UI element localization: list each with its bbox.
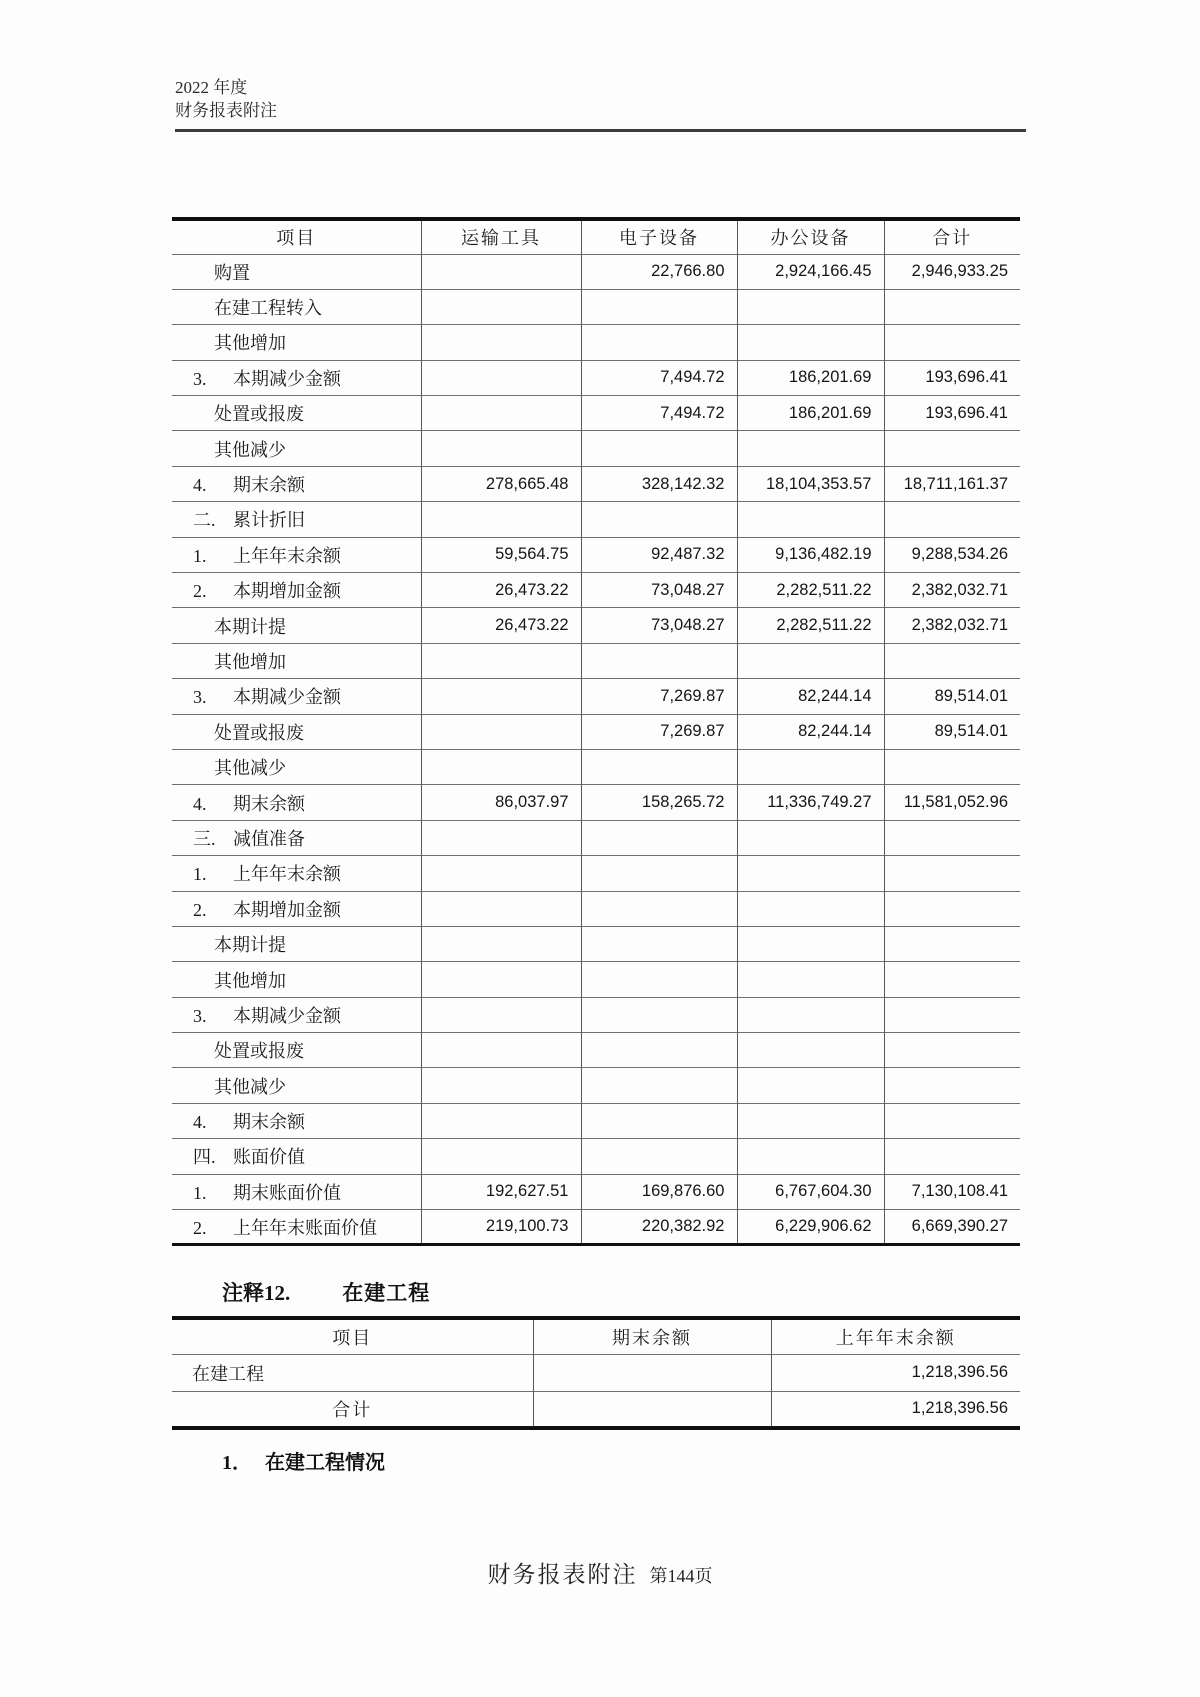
value-cell xyxy=(421,997,581,1032)
row-label-text: 在建工程转入 xyxy=(214,298,322,319)
row-label xyxy=(172,502,421,537)
value-cell xyxy=(884,926,1020,961)
doc-year-line: 2022 年度 xyxy=(175,78,248,97)
row-label xyxy=(172,1103,421,1138)
value-cell: 6,669,390.27 xyxy=(884,1210,1020,1245)
row-label-text: 上年年末余额 xyxy=(233,545,341,566)
value-cell: 186,201.69 xyxy=(737,396,884,431)
row-label xyxy=(172,573,421,608)
value-cell xyxy=(421,396,581,431)
value-cell xyxy=(421,856,581,891)
value-cell: 2,282,511.22 xyxy=(737,608,884,643)
doc-title-line: 财务报表附注 xyxy=(175,101,277,120)
row-number: 4. xyxy=(193,793,207,814)
value-cell: 82,244.14 xyxy=(737,714,884,749)
value-cell xyxy=(737,926,884,961)
value-cell xyxy=(737,856,884,891)
row-label xyxy=(172,289,421,324)
table-row xyxy=(172,1033,1020,1068)
row-label xyxy=(172,1139,421,1174)
value-cell xyxy=(737,820,884,855)
table-row xyxy=(172,643,1020,678)
row-label xyxy=(172,997,421,1032)
value-cell xyxy=(581,1068,737,1103)
row-number: 2. xyxy=(193,899,207,920)
row-label-text: 本期减少金额 xyxy=(233,1005,341,1026)
row-label-text: 处置或报废 xyxy=(214,722,304,743)
table-row xyxy=(172,289,1020,324)
value-cell: 192,627.51 xyxy=(421,1174,581,1209)
table-row xyxy=(172,608,1020,643)
value-cell xyxy=(884,997,1020,1032)
value-cell xyxy=(737,997,884,1032)
value-cell xyxy=(581,431,737,466)
value-cell: 11,336,749.27 xyxy=(737,785,884,820)
note12-number: 注释12. xyxy=(222,1281,291,1305)
value-cell xyxy=(884,749,1020,784)
table-row xyxy=(172,1391,1020,1428)
value-cell: 328,142.32 xyxy=(581,466,737,501)
row-label xyxy=(172,1068,421,1103)
value-cell xyxy=(421,254,581,289)
value-cell xyxy=(737,502,884,537)
table-row xyxy=(172,1103,1020,1138)
value-cell xyxy=(737,325,884,360)
row-label xyxy=(172,537,421,572)
value-cell xyxy=(421,431,581,466)
value-cell xyxy=(421,891,581,926)
value-cell xyxy=(421,1139,581,1174)
value-cell: 186,201.69 xyxy=(737,360,884,395)
value-cell xyxy=(421,1033,581,1068)
row-number: 3. xyxy=(193,368,207,389)
value-cell xyxy=(421,714,581,749)
table-row xyxy=(172,502,1020,537)
row-number: 三. xyxy=(193,828,216,849)
table-row xyxy=(172,466,1020,501)
value-cell xyxy=(421,502,581,537)
value-cell xyxy=(884,1068,1020,1103)
row-number: 3. xyxy=(193,1005,207,1026)
row-label-text: 期末余额 xyxy=(233,793,305,814)
row-label-text: 账面价值 xyxy=(233,1147,305,1168)
value-cell xyxy=(581,325,737,360)
value-cell: 7,269.87 xyxy=(581,679,737,714)
value-cell: 7,494.72 xyxy=(581,360,737,395)
value-cell: 220,382.92 xyxy=(581,1210,737,1245)
value-cell xyxy=(884,502,1020,537)
value-cell: 26,473.22 xyxy=(421,608,581,643)
value-cell xyxy=(737,749,884,784)
value-cell: 1,218,396.56 xyxy=(771,1354,1020,1391)
value-cell: 92,487.32 xyxy=(581,537,737,572)
value-cell: 18,711,161.37 xyxy=(884,466,1020,501)
value-cell xyxy=(421,643,581,678)
value-cell: 169,876.60 xyxy=(581,1174,737,1209)
fixed-assets-table-body xyxy=(172,254,1020,1245)
row-number: 4. xyxy=(193,1112,207,1133)
table-row xyxy=(172,1139,1020,1174)
value-cell: 18,104,353.57 xyxy=(737,466,884,501)
value-cell: 278,665.48 xyxy=(421,466,581,501)
column-header: 运输工具 xyxy=(421,219,581,254)
value-cell xyxy=(884,289,1020,324)
row-label-text: 其他减少 xyxy=(214,439,286,460)
table-row xyxy=(172,1354,1020,1391)
value-cell xyxy=(884,820,1020,855)
column-header: 办公设备 xyxy=(737,219,884,254)
value-cell xyxy=(884,1033,1020,1068)
column-header: 上年年末余额 xyxy=(771,1318,1020,1354)
value-cell: 73,048.27 xyxy=(581,608,737,643)
fixed-assets-table-header xyxy=(172,219,1020,254)
value-cell xyxy=(421,962,581,997)
value-cell: 59,564.75 xyxy=(421,537,581,572)
table-row xyxy=(172,1210,1020,1245)
value-cell: 9,288,534.26 xyxy=(884,537,1020,572)
row-label-text: 本期减少金额 xyxy=(233,368,341,389)
value-cell xyxy=(737,1103,884,1138)
row-label xyxy=(172,785,421,820)
header-row xyxy=(172,1318,1020,1354)
row-label xyxy=(172,679,421,714)
value-cell: 7,494.72 xyxy=(581,396,737,431)
value-cell xyxy=(737,891,884,926)
value-cell xyxy=(737,289,884,324)
value-cell: 2,924,166.45 xyxy=(737,254,884,289)
value-cell xyxy=(581,1139,737,1174)
row-label xyxy=(172,856,421,891)
row-label xyxy=(172,608,421,643)
table-row xyxy=(172,679,1020,714)
value-cell xyxy=(884,856,1020,891)
row-label-text: 累计折旧 xyxy=(233,510,305,531)
table-row xyxy=(172,891,1020,926)
row-label-text: 上年年末余额 xyxy=(233,864,341,885)
row-number: 四. xyxy=(193,1147,216,1168)
row-label xyxy=(172,820,421,855)
row-label-text: 购置 xyxy=(214,262,250,283)
value-cell: 6,767,604.30 xyxy=(737,1174,884,1209)
value-cell: 22,766.80 xyxy=(581,254,737,289)
value-cell xyxy=(884,431,1020,466)
value-cell xyxy=(581,997,737,1032)
row-number: 2. xyxy=(193,1217,207,1238)
value-cell xyxy=(581,502,737,537)
table-row xyxy=(172,537,1020,572)
value-cell xyxy=(581,749,737,784)
value-cell: 1,218,396.56 xyxy=(771,1391,1020,1428)
table-row xyxy=(172,1174,1020,1209)
table-row xyxy=(172,325,1020,360)
value-cell xyxy=(421,1103,581,1138)
row-label-text: 上年年末账面价值 xyxy=(233,1217,377,1238)
value-cell xyxy=(421,820,581,855)
row-label-text: 处置或报废 xyxy=(214,1041,304,1062)
row-label-text: 处置或报废 xyxy=(214,404,304,425)
table-row xyxy=(172,431,1020,466)
value-cell: 193,696.41 xyxy=(884,396,1020,431)
row-label-text: 期末余额 xyxy=(233,1112,305,1133)
value-cell xyxy=(737,1033,884,1068)
value-cell: 193,696.41 xyxy=(884,360,1020,395)
table-row xyxy=(172,254,1020,289)
value-cell: 89,514.01 xyxy=(884,714,1020,749)
footer-page-number: 第144页 xyxy=(649,1566,713,1586)
value-cell: 2,946,933.25 xyxy=(884,254,1020,289)
document-header xyxy=(175,76,277,122)
construction-in-progress-table xyxy=(172,1316,1020,1430)
value-cell: 7,130,108.41 xyxy=(884,1174,1020,1209)
table-row xyxy=(172,785,1020,820)
row-label-text: 本期增加金额 xyxy=(233,899,341,920)
value-cell: 11,581,052.96 xyxy=(884,785,1020,820)
value-cell xyxy=(884,891,1020,926)
row-label xyxy=(172,1210,421,1245)
row-number: 1. xyxy=(193,545,207,566)
note12-title: 在建工程 xyxy=(342,1281,431,1305)
value-cell xyxy=(533,1354,771,1391)
value-cell: 7,269.87 xyxy=(581,714,737,749)
value-cell xyxy=(421,679,581,714)
value-cell xyxy=(884,962,1020,997)
row-label-text: 在建工程 xyxy=(192,1363,264,1384)
page-footer xyxy=(0,1556,1200,1589)
value-cell: 86,037.97 xyxy=(421,785,581,820)
value-cell xyxy=(581,820,737,855)
row-number: 4. xyxy=(193,475,207,496)
table-row xyxy=(172,714,1020,749)
row-label xyxy=(172,1354,533,1391)
value-cell xyxy=(581,643,737,678)
table-row xyxy=(172,962,1020,997)
row-label xyxy=(172,926,421,961)
value-cell xyxy=(581,926,737,961)
note12-heading xyxy=(222,1277,430,1307)
fixed-assets-table xyxy=(172,217,1020,1246)
row-label-text: 其他增加 xyxy=(214,333,286,354)
column-header: 期末余额 xyxy=(533,1318,771,1354)
value-cell: 9,136,482.19 xyxy=(737,537,884,572)
value-cell xyxy=(421,1068,581,1103)
row-number: 二. xyxy=(193,510,216,531)
row-label-text: 期末账面价值 xyxy=(233,1182,341,1203)
row-label xyxy=(172,962,421,997)
table-row xyxy=(172,749,1020,784)
value-cell: 219,100.73 xyxy=(421,1210,581,1245)
row-label-text: 其他减少 xyxy=(214,758,286,779)
row-label xyxy=(172,431,421,466)
row-label-text: 其他增加 xyxy=(214,651,286,672)
row-label-text: 合计 xyxy=(332,1399,373,1420)
value-cell: 26,473.22 xyxy=(421,573,581,608)
value-cell xyxy=(884,1103,1020,1138)
row-label-text: 本期增加金额 xyxy=(233,581,341,602)
value-cell: 82,244.14 xyxy=(737,679,884,714)
header-row xyxy=(172,219,1020,254)
header-divider xyxy=(175,129,1026,132)
value-cell: 2,382,032.71 xyxy=(884,573,1020,608)
value-cell xyxy=(581,289,737,324)
row-label-text: 本期减少金额 xyxy=(233,687,341,708)
table-row xyxy=(172,1068,1020,1103)
table-row xyxy=(172,856,1020,891)
row-label xyxy=(172,1033,421,1068)
row-label xyxy=(172,643,421,678)
row-label-text: 期末余额 xyxy=(233,475,305,496)
row-label-text: 其他增加 xyxy=(214,970,286,991)
value-cell xyxy=(421,926,581,961)
value-cell: 6,229,906.62 xyxy=(737,1210,884,1245)
value-cell: 2,282,511.22 xyxy=(737,573,884,608)
cip-table-header xyxy=(172,1318,1020,1354)
row-number: 2. xyxy=(193,581,207,602)
table-row xyxy=(172,997,1020,1032)
column-header: 项目 xyxy=(332,1327,373,1348)
value-cell xyxy=(421,325,581,360)
row-label-text: 其他减少 xyxy=(214,1076,286,1097)
row-label xyxy=(172,360,421,395)
value-cell xyxy=(884,1139,1020,1174)
column-header: 项目 xyxy=(276,228,317,249)
value-cell xyxy=(737,431,884,466)
column-header: 电子设备 xyxy=(581,219,737,254)
value-cell xyxy=(737,1068,884,1103)
column-header: 合计 xyxy=(884,219,1020,254)
value-cell: 89,514.01 xyxy=(884,679,1020,714)
table-row xyxy=(172,820,1020,855)
row-label xyxy=(172,1391,533,1428)
cip-section-heading xyxy=(222,1446,385,1475)
row-label xyxy=(172,749,421,784)
value-cell xyxy=(533,1391,771,1428)
table-row xyxy=(172,926,1020,961)
value-cell xyxy=(421,749,581,784)
table-row xyxy=(172,573,1020,608)
value-cell xyxy=(581,891,737,926)
value-cell xyxy=(884,325,1020,360)
row-label xyxy=(172,466,421,501)
row-label xyxy=(172,714,421,749)
footer-doc-title: 财务报表附注 xyxy=(487,1562,638,1587)
row-number: 1. xyxy=(193,1182,207,1203)
value-cell xyxy=(884,643,1020,678)
row-label xyxy=(172,254,421,289)
row-number: 1. xyxy=(193,864,207,885)
row-label xyxy=(172,1174,421,1209)
value-cell xyxy=(737,643,884,678)
cip-section-title: 在建工程情况 xyxy=(265,1452,385,1474)
row-number: 3. xyxy=(193,687,207,708)
cip-section-number: 1． xyxy=(222,1452,252,1474)
row-label-text: 减值准备 xyxy=(233,828,305,849)
value-cell xyxy=(421,360,581,395)
row-label xyxy=(172,396,421,431)
table-row xyxy=(172,360,1020,395)
value-cell xyxy=(581,962,737,997)
value-cell xyxy=(737,962,884,997)
row-label xyxy=(172,325,421,360)
value-cell xyxy=(581,1103,737,1138)
value-cell: 2,382,032.71 xyxy=(884,608,1020,643)
row-label-text: 本期计提 xyxy=(214,616,286,637)
row-label xyxy=(172,891,421,926)
value-cell: 73,048.27 xyxy=(581,573,737,608)
table-row xyxy=(172,396,1020,431)
value-cell xyxy=(581,1033,737,1068)
value-cell: 158,265.72 xyxy=(581,785,737,820)
value-cell xyxy=(421,289,581,324)
value-cell xyxy=(581,856,737,891)
cip-table-body xyxy=(172,1354,1020,1428)
value-cell xyxy=(737,1139,884,1174)
row-label-text: 本期计提 xyxy=(214,935,286,956)
